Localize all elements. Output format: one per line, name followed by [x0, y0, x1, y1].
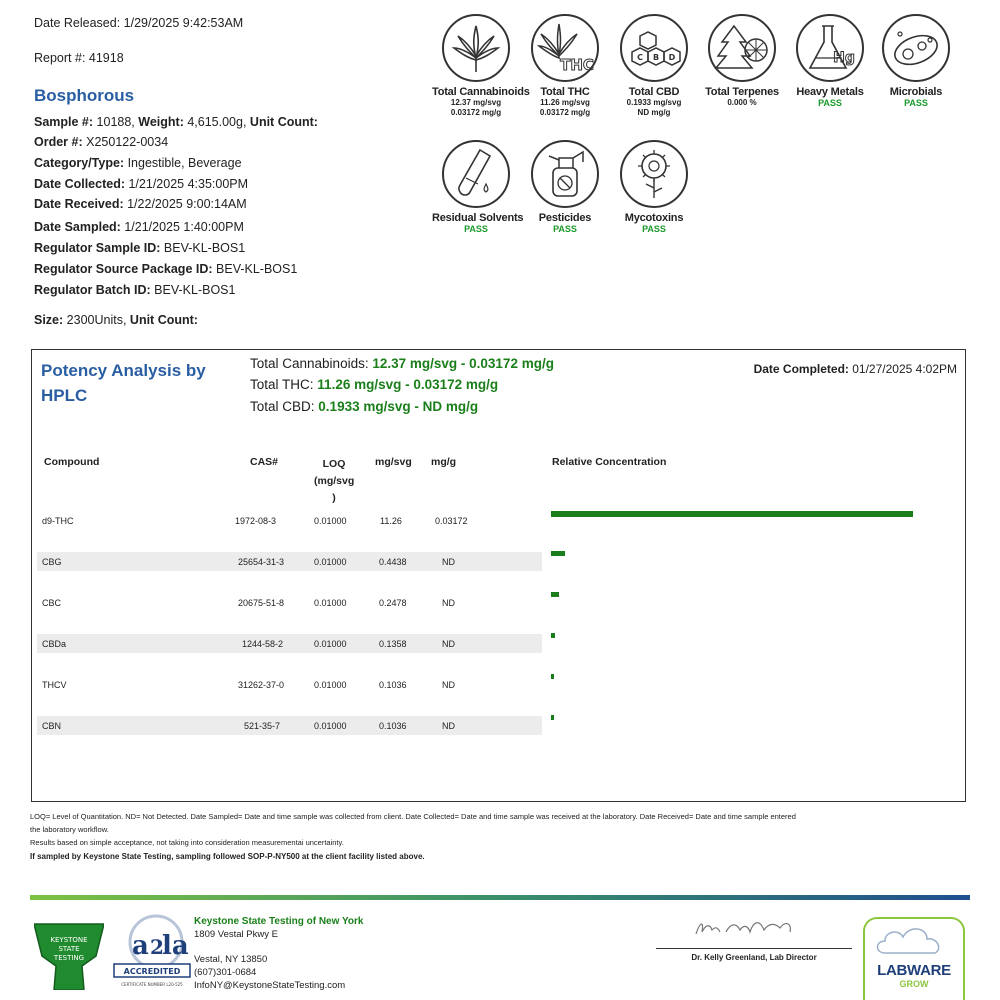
loq-cell: 0.01000	[314, 639, 347, 649]
loq-cell: 0.01000	[314, 516, 347, 526]
table-row	[37, 716, 542, 735]
compound-cell: CBDa	[42, 639, 67, 649]
svg-text:C: C	[637, 53, 643, 62]
product-name: Bosphorous	[34, 86, 135, 105]
total-cbd: Total CBD: 0.1933 mg/svg - ND mg/g	[250, 399, 479, 414]
reg-batch-line: Regulator Batch ID: BEV-KL-BOS1	[34, 283, 236, 297]
microbe-icon	[880, 12, 952, 84]
labware-logo: LABWARE GROW	[863, 917, 965, 1000]
cannabis-leaf-icon	[440, 12, 512, 84]
concentration-bar	[551, 633, 555, 638]
received-line: Date Received: 1/22/2025 9:00:14AM	[34, 197, 247, 211]
reg-source-line: Regulator Source Package ID: BEV-KL-BOS1	[34, 262, 298, 276]
footnote-definitions-cont: the laboratory workflow.	[30, 825, 109, 834]
cloud-icon	[865, 919, 963, 959]
footnote-acceptance: Results based on simple acceptance, not taking into consideration measurementai uncertainty.	[30, 838, 344, 847]
badge-total-cbd: C B D Total CBD 0.1933 mg/svg ND mg/g	[610, 12, 698, 118]
signer-name: Dr. Kelly Greenland, Lab Director	[691, 953, 817, 962]
cas-cell: 1972-08-3	[235, 516, 277, 526]
mgsvg-cell: 0.2478	[379, 598, 407, 608]
lab-address-block: Keystone State Testing of New York 1809 Vestal Pkwy E Vestal, NY 13850 (607)301-0684 InfoNY@KeystoneStateTesting.com	[194, 916, 364, 991]
badge-microbials: Microbials PASS	[872, 12, 960, 108]
test-tube-icon	[440, 138, 512, 210]
cas-cell: 20675-51-8	[238, 598, 285, 608]
badge-total-cannabinoids: Total Cannabinoids 12.37 mg/svg 0.03172 mg/g	[432, 12, 520, 118]
svg-text:KEYSTONE: KEYSTONE	[50, 936, 88, 944]
terpenes-icon	[706, 12, 778, 84]
badge-residual-solvents: Residual Solvents PASS	[432, 138, 520, 234]
table-row	[37, 634, 542, 653]
sampled-line: Date Sampled: 1/21/2025 1:40:00PM	[34, 220, 244, 234]
svg-text:STATE: STATE	[58, 945, 80, 953]
col-loq: LOQ (mg/svg )	[314, 458, 355, 504]
cbd-molecule-icon	[618, 12, 690, 84]
mgsvg-cell: 0.1036	[379, 721, 407, 731]
spray-bottle-icon	[529, 138, 601, 210]
mgg-cell: ND	[442, 598, 455, 608]
footnote-sampling: If sampled by Keystone State Testing, sampling followed SOP-P-NY500 at the client facility listed above.	[30, 852, 425, 861]
col-mgg: mg/g	[431, 456, 457, 468]
mgsvg-cell: 11.26	[380, 516, 402, 526]
mgsvg-cell: 0.4438	[379, 557, 407, 567]
concentration-bar	[551, 511, 913, 517]
reg-sample-line: Regulator Sample ID: BEV-KL-BOS1	[34, 241, 246, 255]
concentration-bar	[551, 674, 554, 679]
svg-text:Hg: Hg	[833, 50, 855, 66]
svg-text:D: D	[668, 53, 676, 62]
keystone-logo-icon	[34, 920, 104, 990]
compound-cell: CBC	[42, 598, 62, 608]
col-relative-concentration: Relative Concentration	[552, 456, 667, 468]
concentration-bar	[551, 592, 559, 597]
mold-icon	[618, 138, 690, 210]
collected-line: Date Collected: 1/21/2025 4:35:00PM	[34, 177, 249, 191]
badge-total-thc: THC Total THC 11.26 mg/svg 0.03172 mg/g	[521, 12, 609, 118]
date-released: Date Released: 1/29/2025 9:42:53AM	[34, 16, 244, 30]
thc-leaf-icon	[529, 12, 601, 84]
svg-text:2: 2	[150, 935, 164, 959]
report-number: Report #: 41918	[34, 51, 124, 65]
table-row	[37, 593, 542, 612]
compound-cell: CBN	[42, 721, 62, 731]
loq-cell: 0.01000	[314, 721, 347, 731]
cas-cell: 1244-58-2	[242, 639, 284, 649]
cas-cell: 521-35-7	[244, 721, 281, 731]
compound-cell: THCV	[42, 680, 67, 690]
concentration-bar	[551, 551, 565, 556]
total-thc: Total THC: 11.26 mg/svg - 0.03172 mg/g	[250, 377, 499, 392]
date-completed: Date Completed: 01/27/2025 4:02PM	[753, 362, 957, 376]
table-row	[37, 552, 542, 571]
mgg-cell: ND	[442, 680, 455, 690]
size-line: Size: 2300Units, Unit Count:	[34, 313, 198, 327]
order-line: Order #: X250122-0034	[34, 135, 169, 149]
col-cas: CAS#	[250, 456, 279, 468]
mgg-cell: 0.03172	[435, 516, 468, 526]
flask-hg-icon	[794, 12, 866, 84]
signature-icon	[690, 914, 810, 944]
mgsvg-cell: 0.1036	[379, 680, 407, 690]
cas-cell: 25654-31-3	[238, 557, 285, 567]
svg-text:ACCREDITED: ACCREDITED	[123, 967, 181, 976]
category-line: Category/Type: Ingestible, Beverage	[34, 156, 242, 170]
potency-panel	[31, 349, 966, 802]
badge-mycotoxins: Mycotoxins PASS	[610, 138, 698, 234]
total-cannabinoids: Total Cannabinoids: 12.37 mg/svg - 0.03172 mg/g	[250, 356, 554, 371]
badge-total-terpenes: Total Terpenes 0.000 %	[698, 12, 786, 108]
svg-text:a: a	[132, 931, 149, 961]
mgg-cell: ND	[442, 721, 455, 731]
table-row	[37, 511, 542, 530]
svg-text:la: la	[162, 931, 189, 961]
mgsvg-cell: 0.1358	[379, 639, 407, 649]
footer-divider	[30, 895, 970, 900]
badge-heavy-metals: Hg Heavy Metals PASS	[786, 12, 874, 108]
col-compound: Compound	[44, 456, 100, 468]
table-row	[37, 675, 542, 694]
signature-line	[656, 948, 852, 949]
a2la-accredited-icon	[112, 912, 192, 992]
cas-cell: 31262-37-0	[238, 680, 285, 690]
loq-cell: 0.01000	[314, 680, 347, 690]
col-mgsvg: mg/svg	[375, 456, 412, 468]
compound-cell: d9-THC	[42, 516, 74, 526]
concentration-bar	[551, 715, 554, 720]
mgg-cell: ND	[442, 639, 455, 649]
badge-pesticides: Pesticides PASS	[521, 138, 609, 234]
loq-cell: 0.01000	[314, 557, 347, 567]
svg-text:B: B	[652, 53, 660, 62]
sample-line: Sample #: 10188, Weight: 4,615.00g, Unit Count:	[34, 115, 318, 129]
svg-text:TESTING: TESTING	[53, 954, 85, 962]
compound-cell: CBG	[42, 557, 62, 567]
footnote-definitions: LOQ= Level of Quantitation. ND= Not Detected. Date Sampled= Date and time sample was collected from client. Date Collected= Date and time sample was received at the laboratory. Date Received= Date and time sample entered	[30, 812, 796, 821]
mgg-cell: ND	[442, 557, 455, 567]
svg-text:CERTIFICATE NUMBER L20-525: CERTIFICATE NUMBER L20-525	[121, 982, 183, 987]
potency-title: Potency Analysis by HPLC	[41, 361, 206, 405]
svg-text:THC: THC	[560, 56, 594, 74]
loq-cell: 0.01000	[314, 598, 347, 608]
